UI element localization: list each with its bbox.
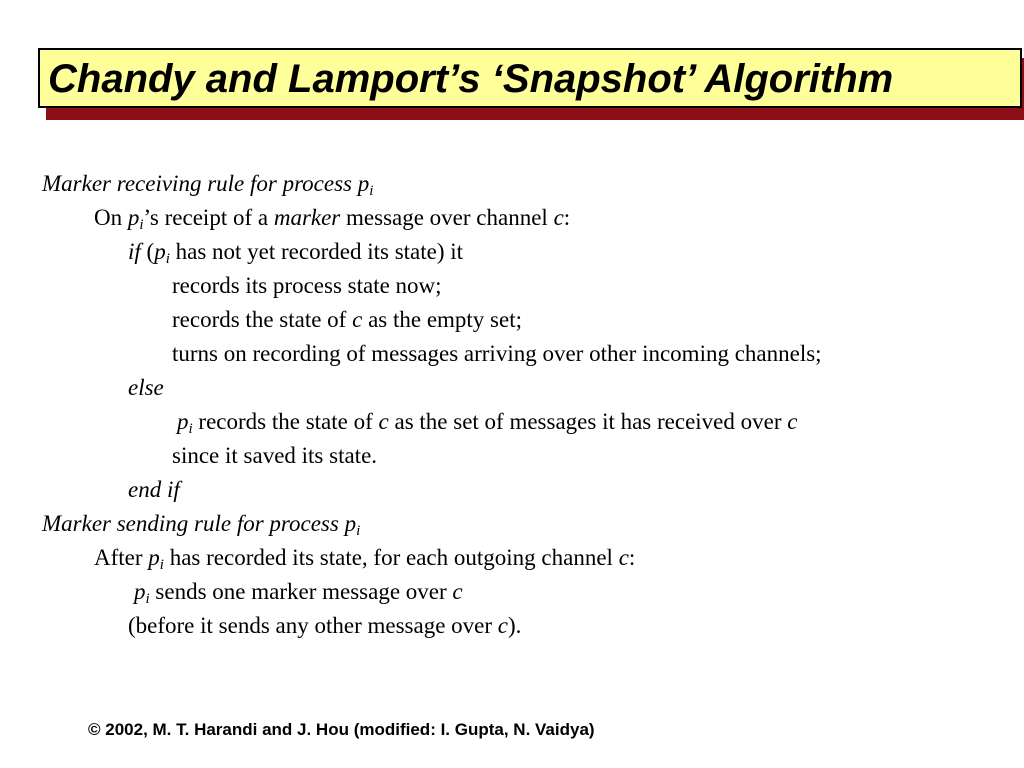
text-line: [128, 609, 521, 643]
text-segment: c: [452, 579, 463, 604]
text-segment: p: [127, 205, 140, 230]
text-segment: After: [94, 545, 149, 570]
text-segment: p: [177, 409, 189, 434]
subscript-text: i: [159, 557, 164, 573]
text-line: [128, 473, 180, 507]
subscript-text: i: [165, 251, 170, 267]
text-segment: as the set of messages it has received over: [388, 409, 788, 434]
text-segment: p: [357, 171, 370, 196]
text-line: [128, 235, 463, 269]
slide-title: Chandy and Lamport’s ‘Snapshot’ Algorithm: [48, 57, 894, 101]
text-segment: records its process state now;: [172, 273, 442, 298]
text-segment: c: [352, 307, 363, 332]
text-segment: :: [563, 205, 571, 230]
text-line: [177, 405, 797, 439]
rule-heading-receiving: [42, 167, 373, 201]
text-segment: p: [154, 239, 166, 264]
text-segment: ’s receipt of a: [143, 205, 274, 230]
text-segment: turns on recording of messages arriving over other incoming channels;: [172, 341, 822, 366]
text-segment: Marker sending rule for process: [42, 511, 345, 536]
subscript-text: i: [369, 183, 374, 199]
text-segment: has not yet recorded its state) it: [169, 239, 464, 264]
subscript-text: i: [188, 421, 193, 437]
text-segment: end if: [128, 477, 180, 502]
text-segment: has recorded its state, for each outgoing channel: [163, 545, 619, 570]
text-line: [172, 303, 522, 337]
text-line: [172, 269, 442, 303]
text-segment: p: [148, 545, 160, 570]
text-segment: On: [94, 205, 128, 230]
text-segment: c: [378, 409, 389, 434]
text-segment: ).: [508, 613, 522, 638]
text-segment: as the empty set;: [362, 307, 522, 332]
text-segment: p: [134, 579, 146, 604]
text-segment: since it saved its state.: [172, 443, 378, 468]
text-segment: Marker receiving rule for process: [42, 171, 358, 196]
text-line: [94, 541, 635, 575]
text-line: [94, 201, 570, 235]
text-segment: c: [553, 205, 564, 230]
text-line: [128, 371, 164, 405]
text-segment: p: [344, 511, 357, 536]
text-segment: c: [497, 613, 509, 638]
text-segment: (before it sends any other message over: [128, 613, 498, 638]
rule-heading-sending: [42, 507, 360, 541]
text-line: [134, 575, 463, 609]
text-segment: records the state of: [192, 409, 379, 434]
title-banner: [38, 48, 1022, 108]
text-segment: marker: [273, 205, 341, 230]
text-segment: records the state of: [172, 307, 353, 332]
text-segment: :: [628, 545, 636, 570]
text-segment: message over channel: [340, 205, 554, 230]
text-segment: if: [128, 239, 141, 264]
text-segment: sends one marker message over: [149, 579, 453, 604]
text-segment: (: [140, 239, 155, 264]
text-segment: c: [787, 409, 798, 434]
subscript-text: i: [139, 217, 144, 233]
text-line: [172, 439, 377, 473]
copyright-footer: © 2002, M. T. Harandi and J. Hou (modified: I. Gupta, N. Vaidya): [88, 720, 595, 739]
text-line: [172, 337, 822, 371]
subscript-text: i: [145, 591, 150, 607]
text-segment: c: [618, 545, 629, 570]
text-segment: else: [128, 375, 164, 400]
subscript-text: i: [356, 523, 361, 539]
